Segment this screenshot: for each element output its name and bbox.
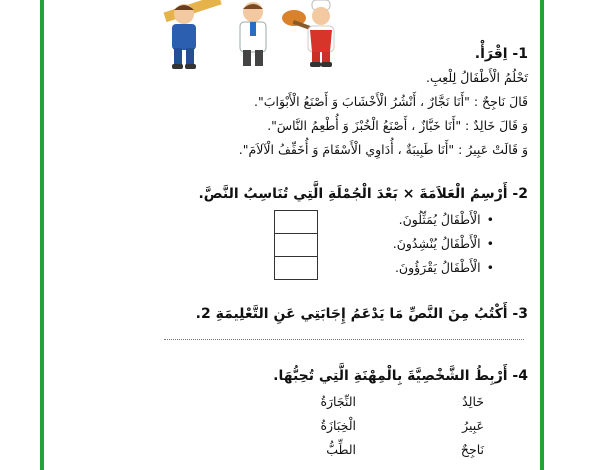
q1-line-4: وَ قَالَتْ عَبِيرُ : "أَنَا طَبِيبَةٌ ، أُدَاوِي الْأَسْقَامَ وَ أُخَفِّفُ الْآلاَمَ".	[238, 142, 528, 157]
q2-title: 2- أَرْسِمُ الْعَلاَمَةَ × بَعْدَ الْجُمْلَةِ الَّتِي تُنَاسِبُ النَّصَّ.	[198, 186, 528, 202]
q3-title: 3- أَكْتُبُ مِنَ النَّصِّ مَا يَدْعَمُ إِجَابَتِي عَنِ التَّعْلِيمَةِ 2.	[195, 306, 528, 322]
q1-line-1: تَحْلُمُ الْأَطْفَالُ لِلْعِبِ.	[426, 70, 528, 85]
q4-title: 4- أَرْبِطُ الشَّخْصِيَّةَ بِالْمِهْنَةِ الَّتِي تُحِبُّهَا.	[273, 368, 528, 384]
answer-box-2[interactable]	[274, 233, 318, 256]
q1-line-3: وَ قَالَ خَالِدٌ : "أَنَا خَبَّازٌ ، أَصْنَعُ الْخُبْزَ وَ أُطْعِمُ النَّاسَ".	[267, 118, 528, 133]
q2-item-1-text: الْأَطْفَالُ يُمَثِّلُونَ.	[398, 212, 481, 227]
q2-item-3	[395, 260, 494, 275]
bullet-icon: •	[486, 212, 494, 227]
answer-box-1[interactable]	[274, 210, 318, 233]
bullet-icon: •	[486, 260, 494, 275]
professions-illustration	[156, 0, 356, 70]
q1-line-2: قَالَ نَاجِحٌ : "أَنَا نَجَّارٌ ، أَنْشُرُ الْأَخْشَابَ وَ أَصْنَعُ الْأَبْوَابَ".	[254, 94, 528, 109]
q4-character-3: نَاجِحٌ	[460, 442, 484, 457]
q4-profession-1: النِّجَارَةُ	[320, 394, 356, 409]
worksheet	[44, 0, 540, 470]
page-border-right	[540, 0, 544, 470]
q4-profession-2: الْخِبَازَةُ	[320, 418, 356, 433]
carpenter-figure	[156, 0, 226, 70]
q2-item-1	[399, 212, 494, 227]
bullet-icon: •	[486, 236, 494, 251]
q3-answer-line[interactable]	[164, 339, 524, 340]
doctor-figure	[228, 0, 278, 70]
q2-item-2-text: الْأَطْفَالُ يُنْشِدُونَ.	[392, 236, 481, 251]
answer-box-3[interactable]	[274, 256, 318, 280]
q2-item-3-text: الْأَطْفَالُ يَقْرَؤُونَ.	[394, 260, 481, 275]
baker-figure	[280, 0, 350, 70]
q4-character-1: خَالِدٌ	[462, 394, 484, 409]
q4-profession-3: الطِّبُّ	[326, 442, 356, 457]
q4-character-2: عَبِيرُ	[462, 418, 484, 433]
answer-boxes	[274, 210, 318, 280]
q1-title: 1- اِقْرَأْ.	[474, 46, 528, 62]
q2-item-2	[393, 236, 494, 251]
